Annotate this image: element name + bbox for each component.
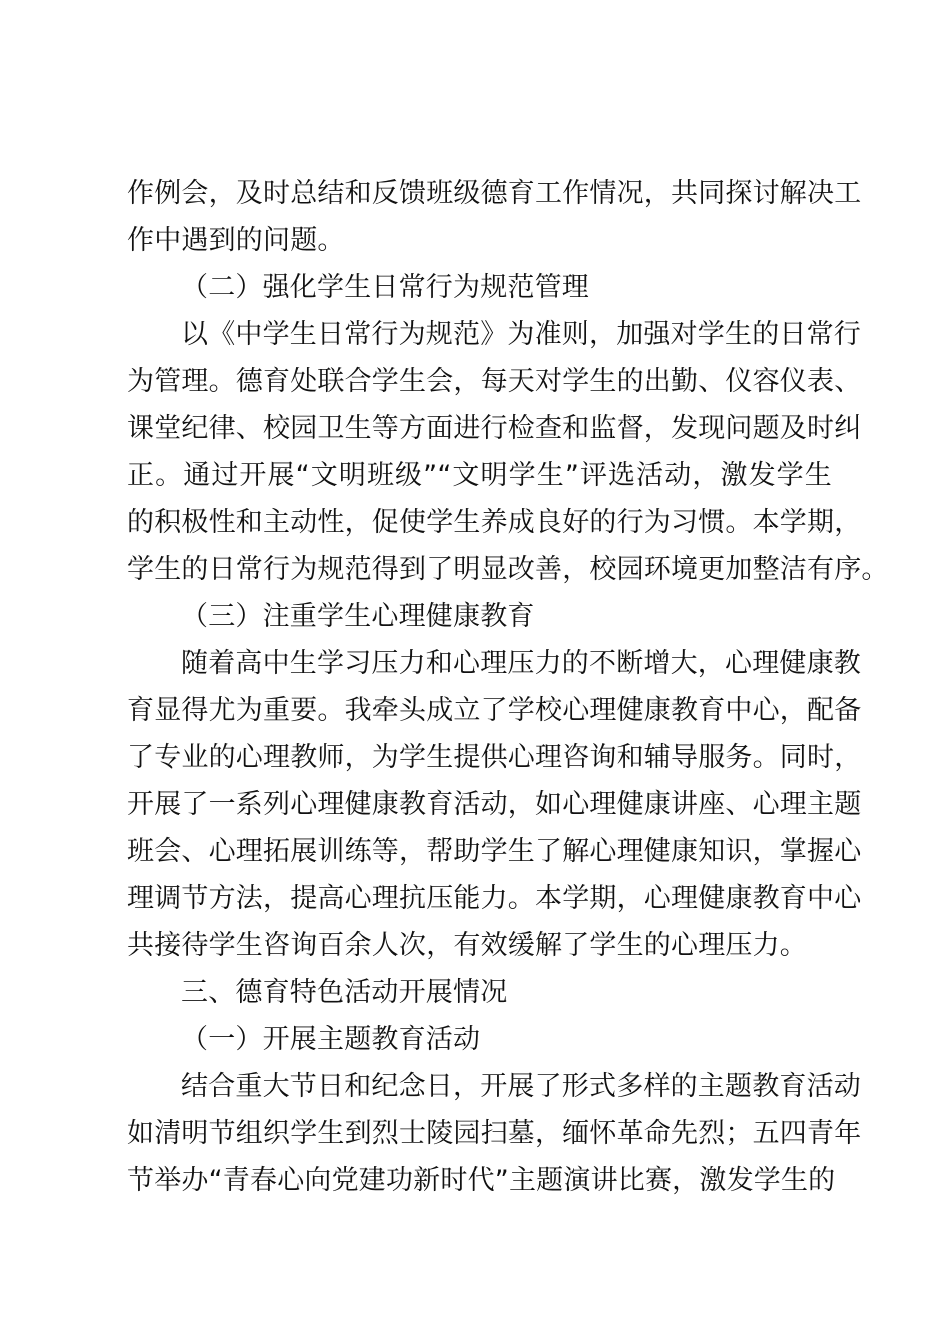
body-text-line: 结合重大节日和纪念日，开展了形式多样的主题教育活动 bbox=[181, 1071, 861, 1102]
body-text-line: 班会、心理拓展训练等，帮助学生了解心理健康知识，掌握心 bbox=[127, 836, 862, 867]
body-text-line: 育显得尤为重要。我牵头成立了学校心理健康教育中心，配备 bbox=[127, 695, 862, 726]
body-text-line: 作例会，及时总结和反馈班级德育工作情况，共同探讨解决工 bbox=[127, 178, 862, 209]
body-text-line: 的积极性和主动性，促使学生养成良好的行为习惯。本学期， bbox=[127, 507, 862, 538]
body-text-line: 为管理。德育处联合学生会，每天对学生的出勤、仪容仪表、 bbox=[127, 366, 862, 397]
body-text-line: 共接待学生咨询百余人次，有效缓解了学生的心理压力。 bbox=[127, 930, 807, 961]
body-text-line: 节举办“青春心向党建功新时代”主题演讲比赛，激发学生的 bbox=[127, 1165, 836, 1196]
section-heading: （二）强化学生日常行为规范管理 bbox=[181, 272, 589, 303]
section-heading: （一）开展主题教育活动 bbox=[181, 1024, 481, 1055]
body-text-line: 作中遇到的问题。 bbox=[127, 225, 345, 256]
body-text-line: 了专业的心理教师，为学生提供心理咨询和辅导服务。同时， bbox=[127, 742, 862, 773]
body-text-line: 随着高中生学习压力和心理压力的不断增大，心理健康教 bbox=[181, 648, 861, 679]
body-text-line: 理调节方法，提高心理抗压能力。本学期，心理健康教育中心 bbox=[127, 883, 862, 914]
section-heading: （三）注重学生心理健康教育 bbox=[181, 601, 535, 632]
body-text-line: 开展了一系列心理健康教育活动，如心理健康讲座、心理主题 bbox=[127, 789, 862, 820]
body-text-line: 以《中学生日常行为规范》为准则，加强对学生的日常行 bbox=[181, 319, 861, 350]
document-body bbox=[127, 170, 889, 1204]
body-text-line: 学生的日常行为规范得到了明显改善，校园环境更加整洁有序。 bbox=[127, 554, 889, 585]
chapter-heading: 三、德育特色活动开展情况 bbox=[181, 977, 508, 1008]
body-text-line: 课堂纪律、校园卫生等方面进行检查和监督，发现问题及时纠 bbox=[127, 413, 862, 444]
body-text-line: 如清明节组织学生到烈士陵园扫墓，缅怀革命先烈；五四青年 bbox=[127, 1118, 862, 1149]
body-text-line: 正。通过开展“文明班级”“文明学生”评选活动，激发学生 bbox=[127, 460, 832, 491]
